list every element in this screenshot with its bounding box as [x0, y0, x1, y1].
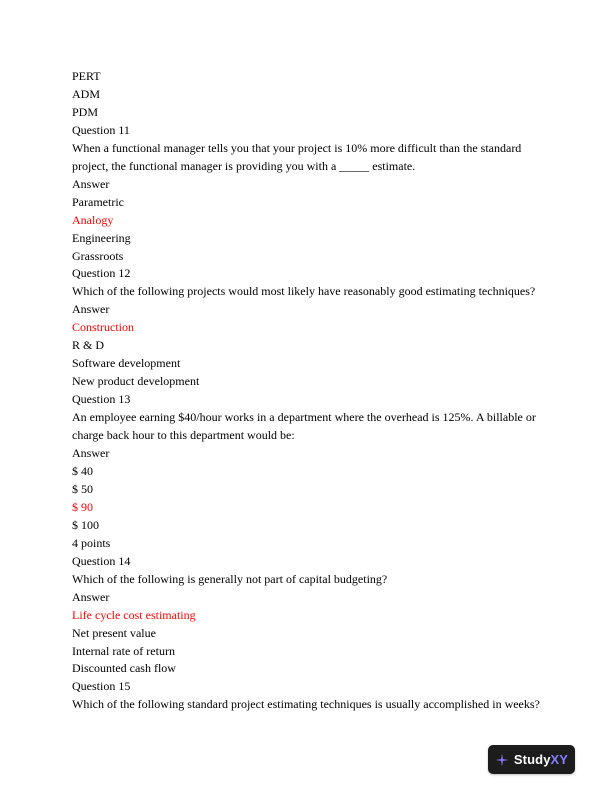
- answer-option: Engineering: [72, 230, 131, 245]
- answer-label: Answer: [72, 302, 110, 317]
- plus-sparkle-icon: [495, 753, 509, 767]
- studyxy-badge[interactable]: [488, 745, 575, 774]
- answer-option: R & D: [72, 338, 105, 353]
- answer-option: $ 100: [72, 517, 99, 532]
- question-heading: Question 14: [72, 553, 131, 568]
- answer-option: Grassroots: [72, 248, 124, 263]
- answer-option-correct: Construction: [72, 320, 134, 335]
- points-label: 4 points: [72, 535, 111, 550]
- answer-option: Software development: [72, 356, 181, 371]
- doc-line: PERT: [72, 69, 101, 83]
- answer-label: Answer: [72, 176, 110, 191]
- question-text: An employee earning $40/hour works in a department where the overhead is 125%. A billable or charge back hour to this department would be:: [72, 410, 536, 443]
- answer-option: Parametric: [72, 194, 124, 209]
- answer-option: New product development: [72, 374, 200, 389]
- answer-option-correct: $ 90: [72, 499, 93, 514]
- doc-line: PDM: [72, 104, 99, 119]
- question-text: Which of the following standard project estimating techniques is usually accomplished in weeks?: [72, 697, 540, 712]
- brand-xy: XY: [550, 752, 569, 767]
- answer-option: $ 40: [72, 463, 93, 478]
- doc-line: ADM: [72, 86, 101, 101]
- answer-option: Discounted cash flow: [72, 661, 176, 676]
- question-heading: Question 13: [72, 392, 131, 407]
- brand-logo-text: [514, 752, 568, 767]
- brand-study: Study: [513, 752, 551, 767]
- question-heading: Question 12: [72, 266, 131, 281]
- answer-label: Answer: [72, 589, 110, 604]
- answer-option: Internal rate of return: [72, 643, 175, 658]
- answer-option-correct: Analogy: [72, 212, 114, 227]
- question-text: When a functional manager tells you that your project is 10% more difficult than the standard project, the functional manager is providing you with a _____ estimate.: [72, 140, 522, 173]
- question-heading: Question 15: [72, 679, 131, 694]
- document-body: [72, 68, 542, 714]
- question-heading: Question 11: [72, 122, 130, 137]
- answer-option: Net present value: [72, 625, 156, 640]
- answer-label: Answer: [72, 446, 110, 461]
- question-text: Which of the following is generally not part of capital budgeting?: [72, 571, 388, 586]
- answer-option: $ 50: [72, 481, 93, 496]
- question-text: Which of the following projects would most likely have reasonably good estimating techniques?: [72, 284, 536, 299]
- answer-option-correct: Life cycle cost estimating: [72, 607, 196, 622]
